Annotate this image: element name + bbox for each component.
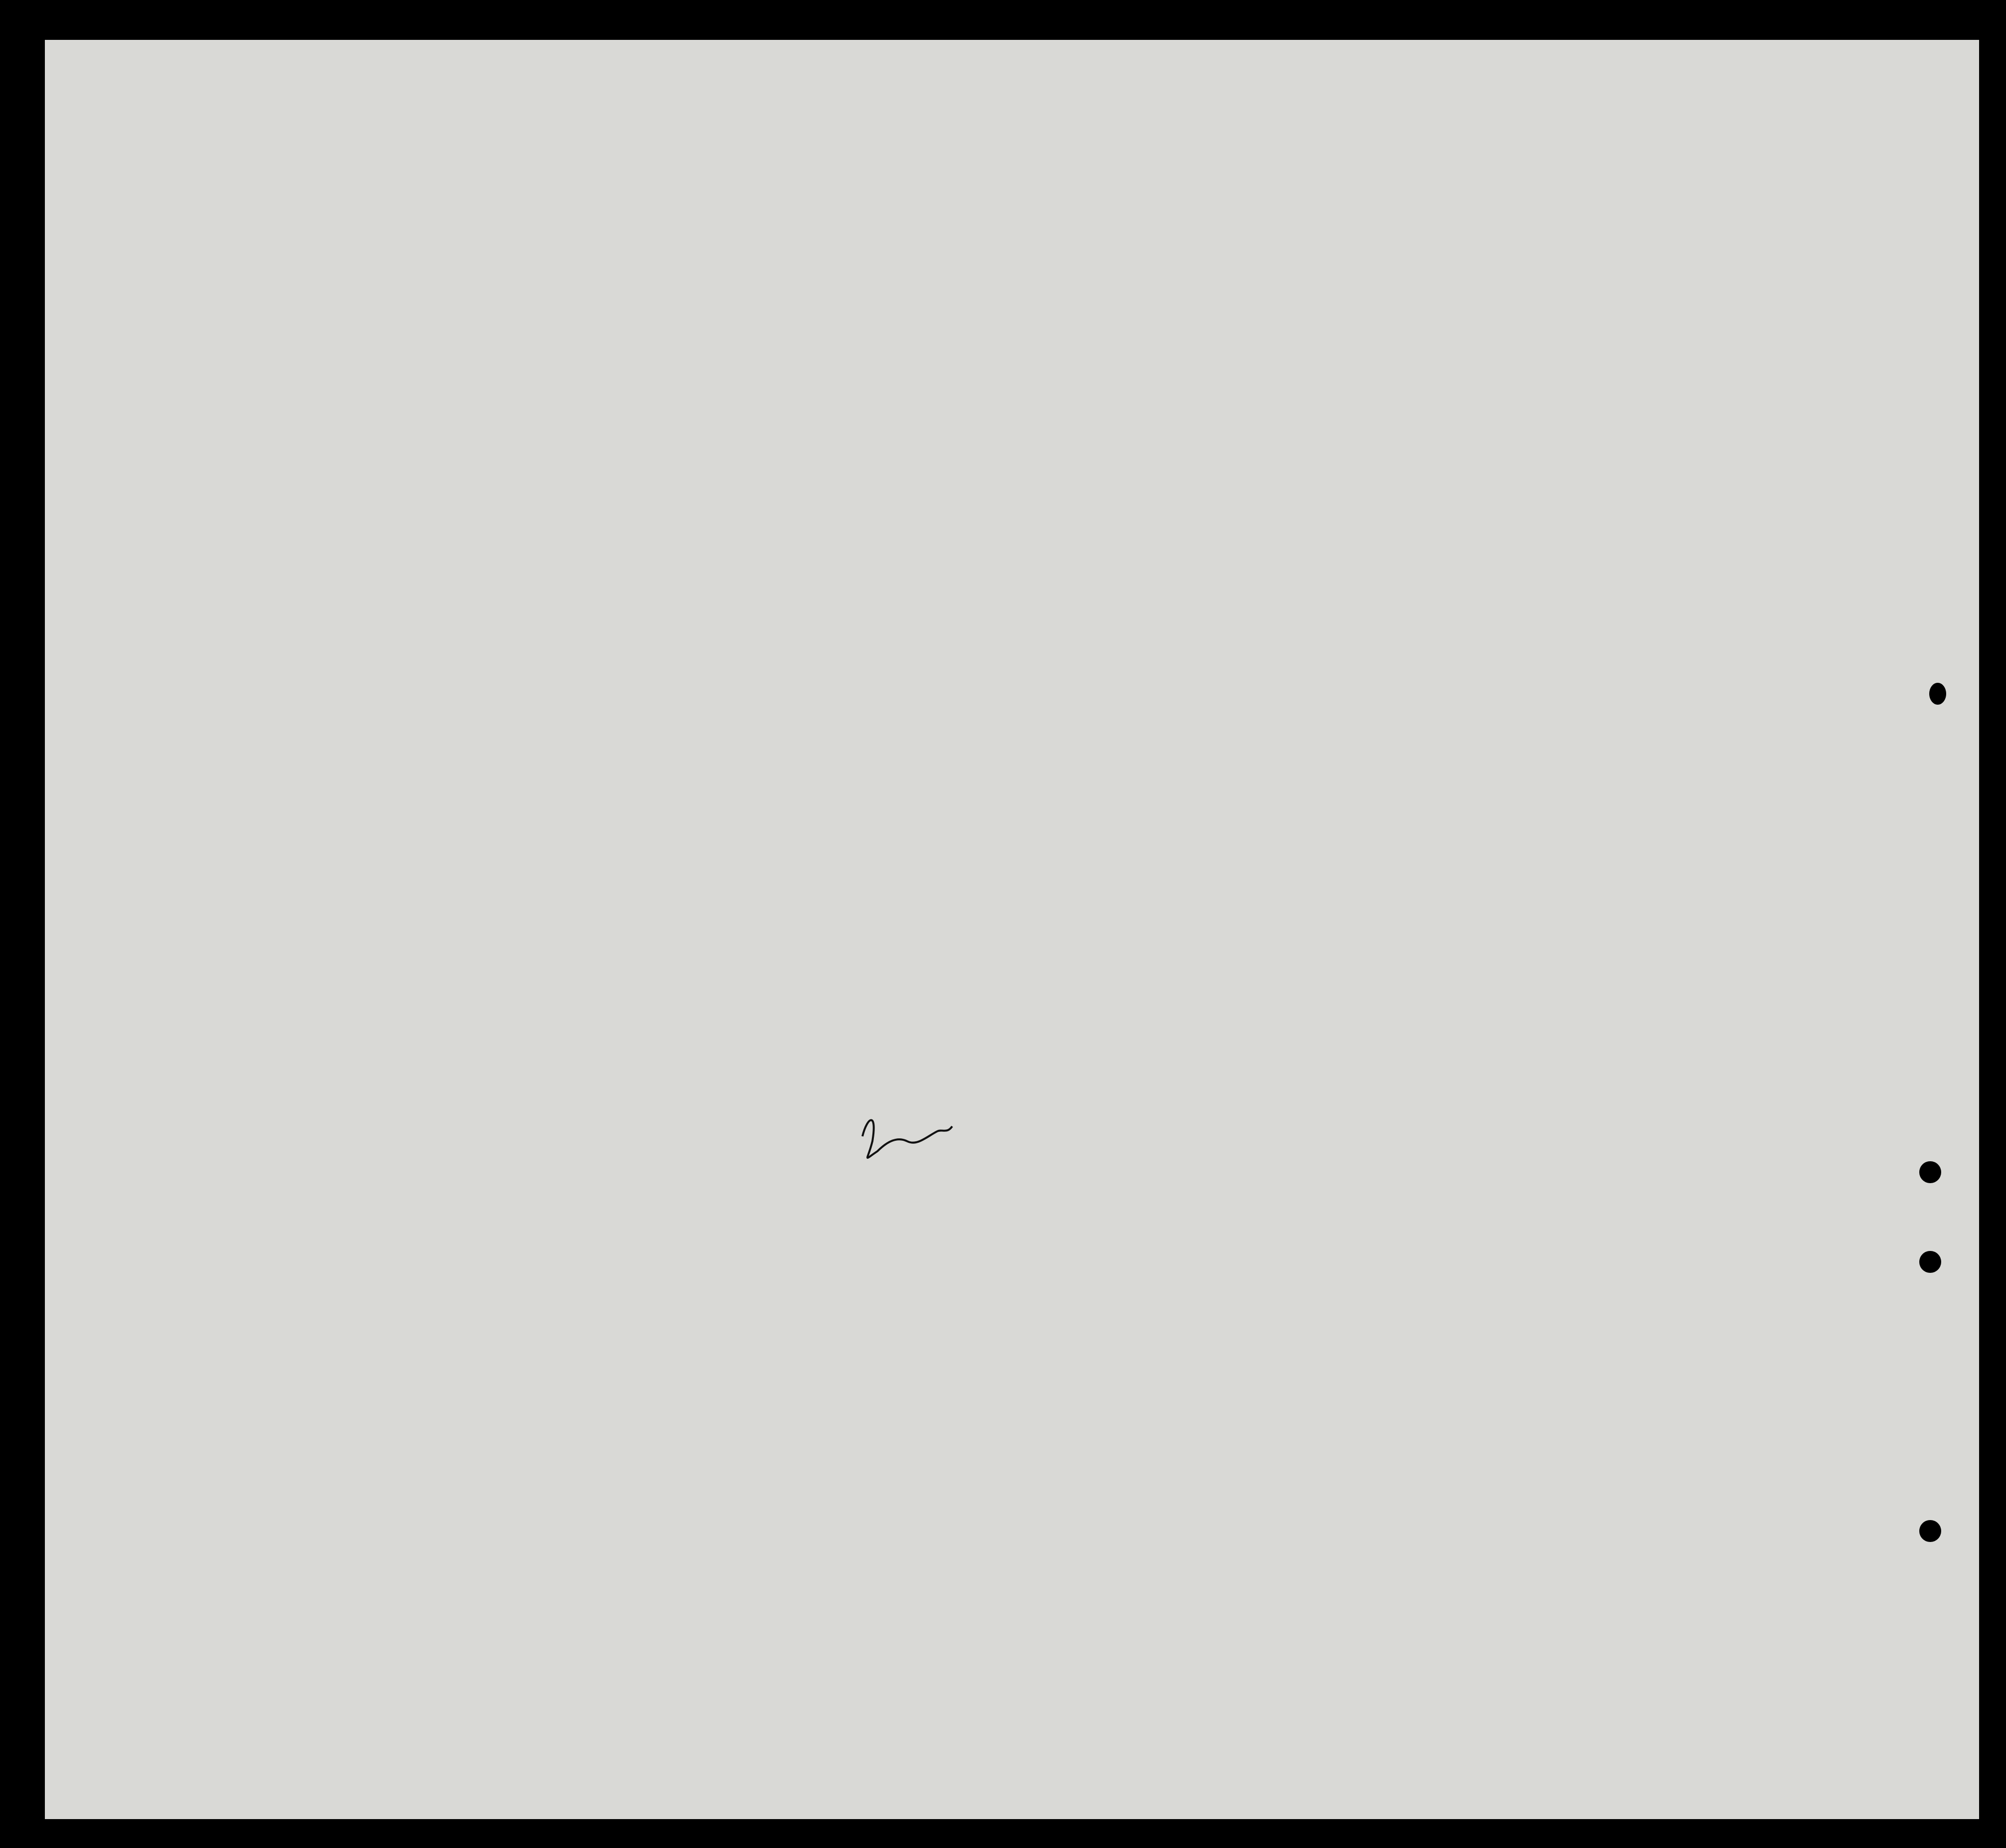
punch-hole — [1919, 1520, 1941, 1542]
manifest-sheet — [45, 40, 1979, 1819]
punch-hole — [1919, 1161, 1941, 1183]
punch-hole — [1919, 1251, 1941, 1273]
punch-hole — [1929, 683, 1946, 705]
table-grid — [45, 40, 1979, 1819]
